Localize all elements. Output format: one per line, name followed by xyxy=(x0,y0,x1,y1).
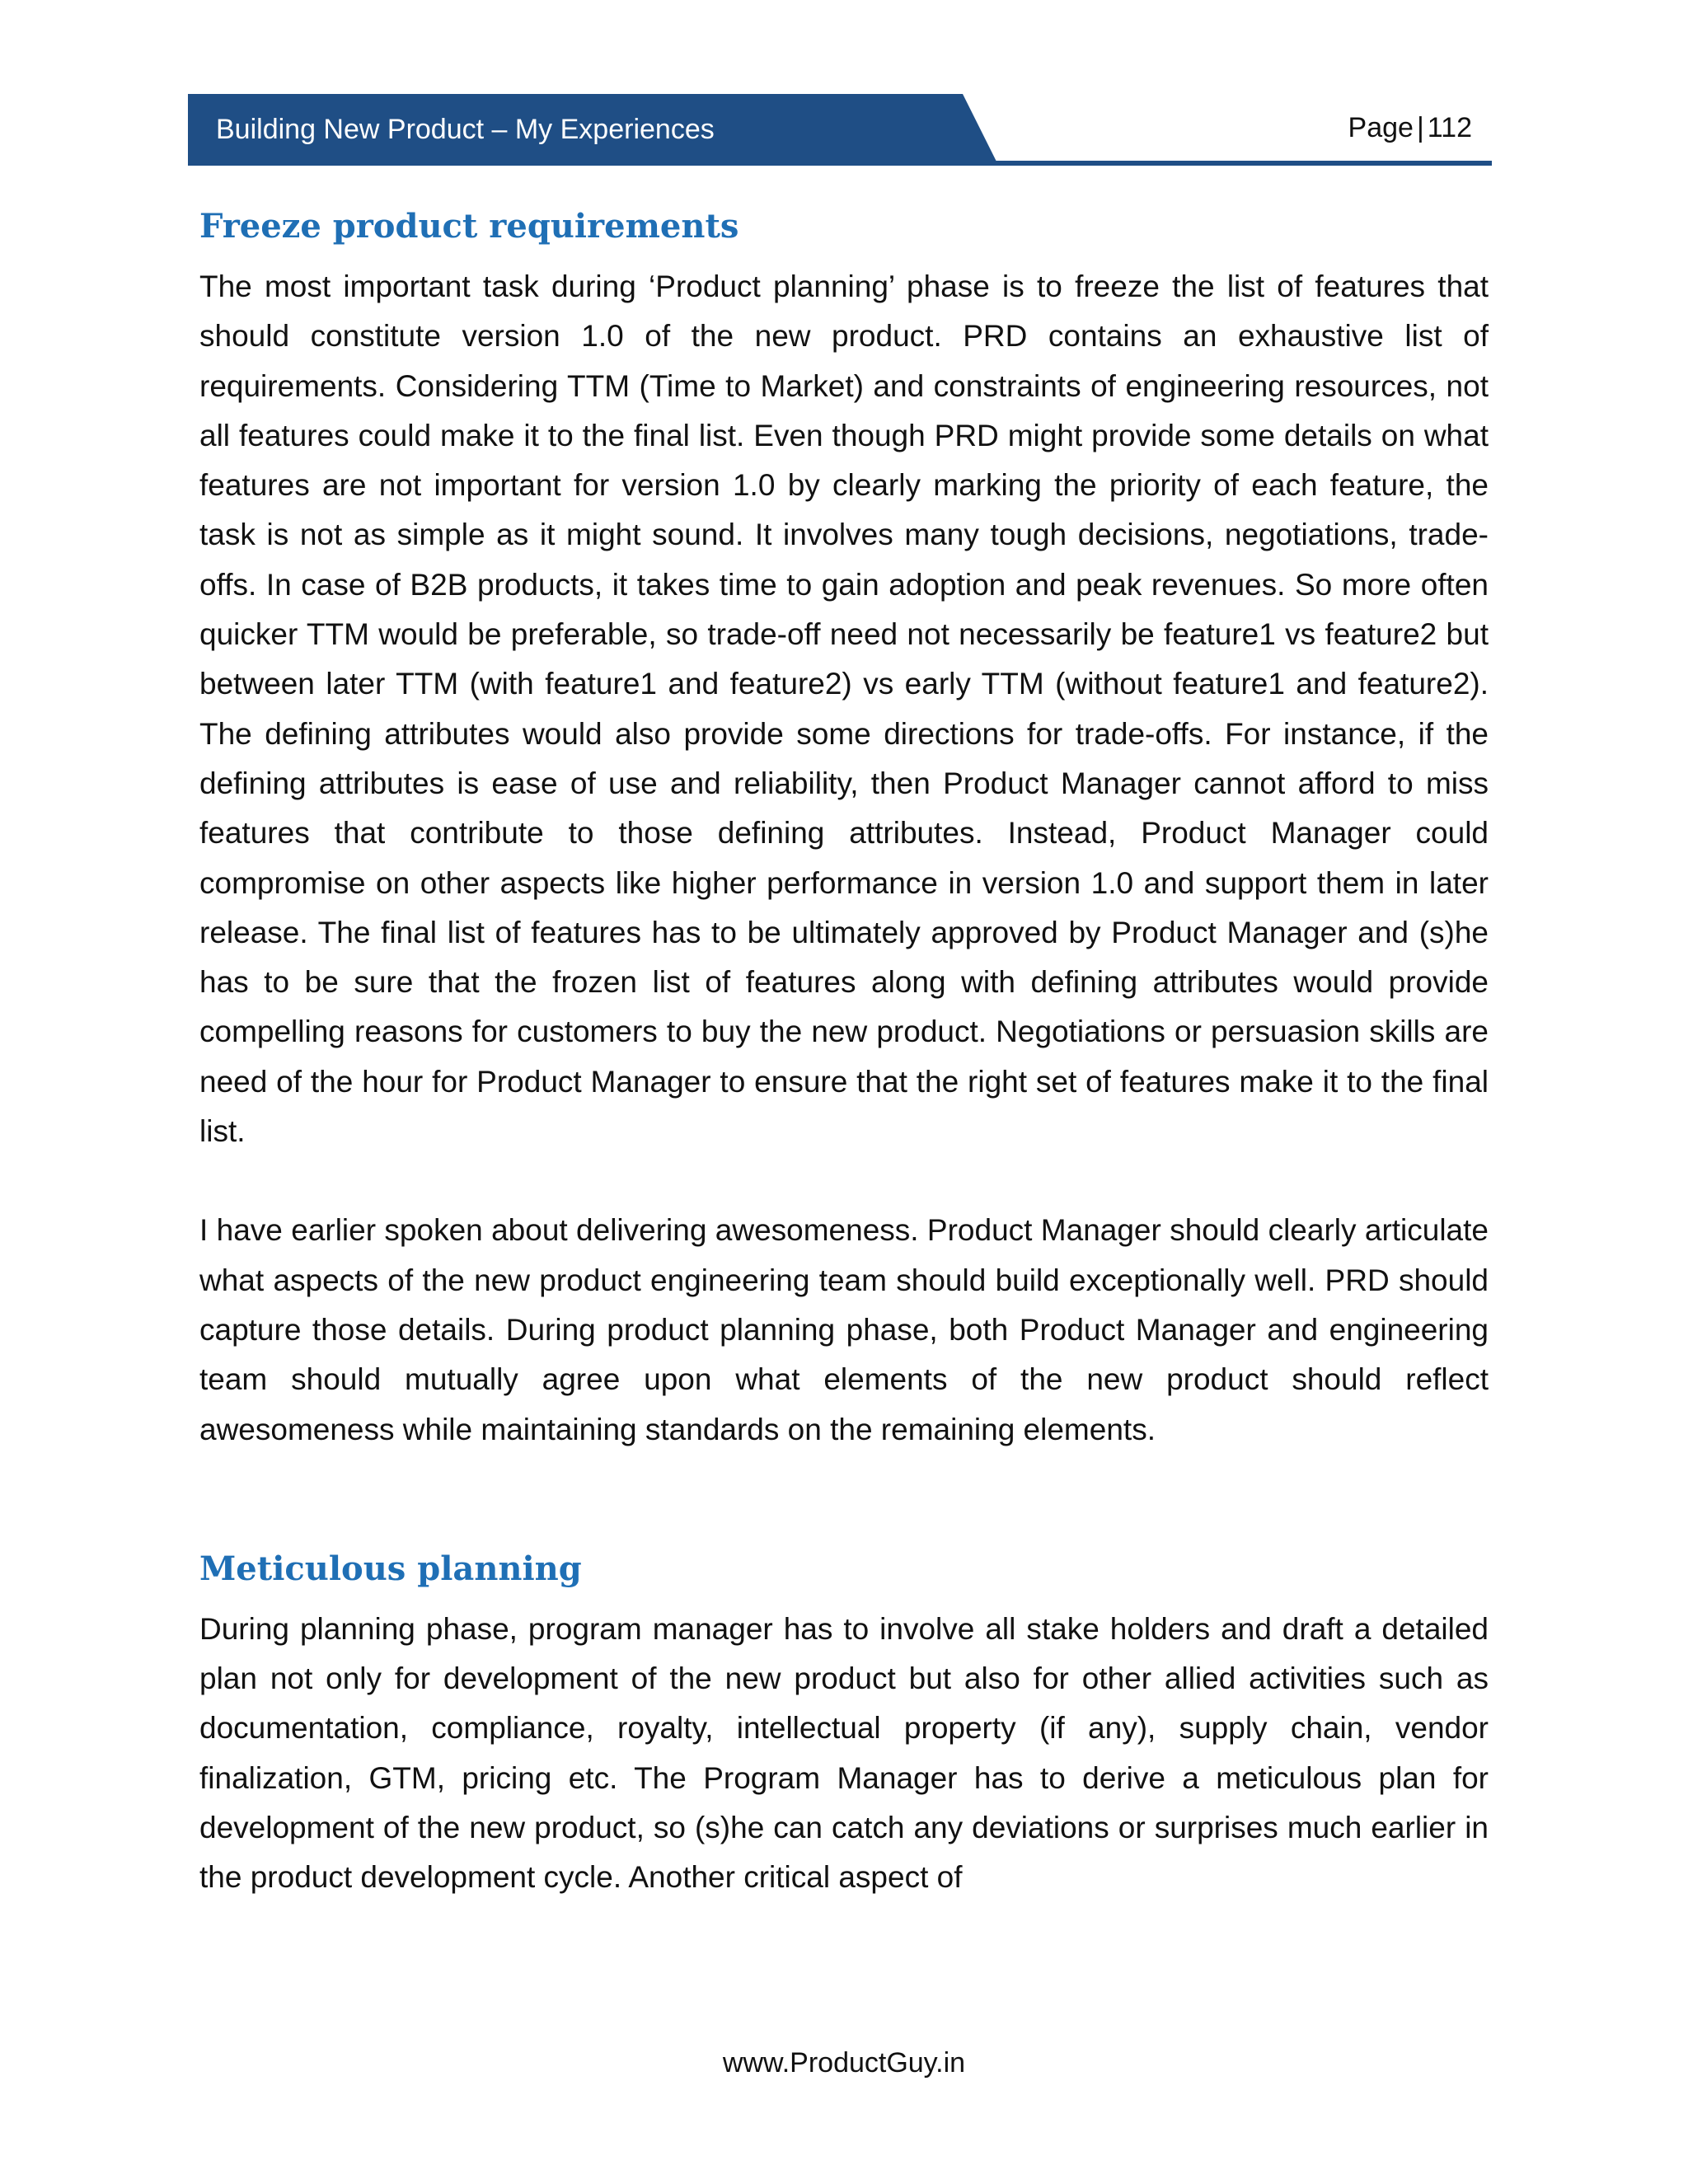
page-header xyxy=(188,94,1492,166)
page-number xyxy=(1348,112,1472,144)
footer-url: www.ProductGuy.in xyxy=(722,2047,966,2079)
section-freeze-requirements xyxy=(199,201,1489,1455)
section-heading: Meticulous planning xyxy=(199,1549,582,1588)
page-label: Page xyxy=(1348,112,1414,143)
paragraph: During planning phase, program manager has to involve all stake holders and draft a detailed plan not only for development of the new product but also for other allied activities such as documentation, compliance, royalty, intellectual property (if any), supply chain, vendor finalization, GTM, pricing etc. The Program Manager has to derive a meticulous plan for development of the new product, so (s)he can catch any deviations or surprises much earlier in the product development cycle. Another critical aspect of xyxy=(199,1611,1489,1895)
section-heading: Freeze product requirements xyxy=(199,207,739,246)
paragraph: I have earlier spoken about delivering awesomeness. Product Manager should clearly articulate what aspects of the new product engineering team should build exceptionally well. PRD should capture those details. During product planning phase, both Product Manager and engineering team should mutually agree upon what elements of the new product should reflect awesomeness while maintaining standards on the remaining elements. xyxy=(199,1213,1489,1446)
paragraph: The most important task during ‘Product planning’ phase is to freeze the list of features that should constitute version 1.0 of the new product. PRD contains an exhaustive list of requirements. Considering TTM (Time to Market) and constraints of engineering resources, not all features could make it to the final list. Even though PRD might provide some details on what features are not important for version 1.0 by clearly marking the priority of each feature, the task is not as simple as it might sound. It involves many tough decisions, negotiations, trade-offs. In case of B2B products, it takes time to gain adoption and peak revenues. So more often quicker TTM would be preferable, so trade-off need not necessarily be feature1 vs feature2 but between later TTM (with feature1 and feature2) vs early TTM (without feature1 and feature2). The defining attributes would also provide some directions for trade-offs. For instance, if the defining attributes is ease of use and reliability, then Product Manager cannot afford to miss features that contribute to those defining attributes. Instead, Product Manager could compromise on other aspects like higher performance in version 1.0 and support them in later release. The final list of features has to be ultimately approved by Product Manager and (s)he has to be sure that the frozen list of features along with defining attributes would provide compelling reasons for customers to buy the new product. Negotiations or persuasion skills are need of the hour for Product Manager to ensure that the right set of features make it to the final list. xyxy=(199,269,1489,1149)
book-title: Building New Product – My Experiences xyxy=(216,114,715,145)
page-separator: | xyxy=(1416,112,1424,143)
page-number-value: 112 xyxy=(1427,112,1472,143)
section-meticulous-planning xyxy=(199,1544,1489,1903)
page-content xyxy=(199,201,1489,1903)
